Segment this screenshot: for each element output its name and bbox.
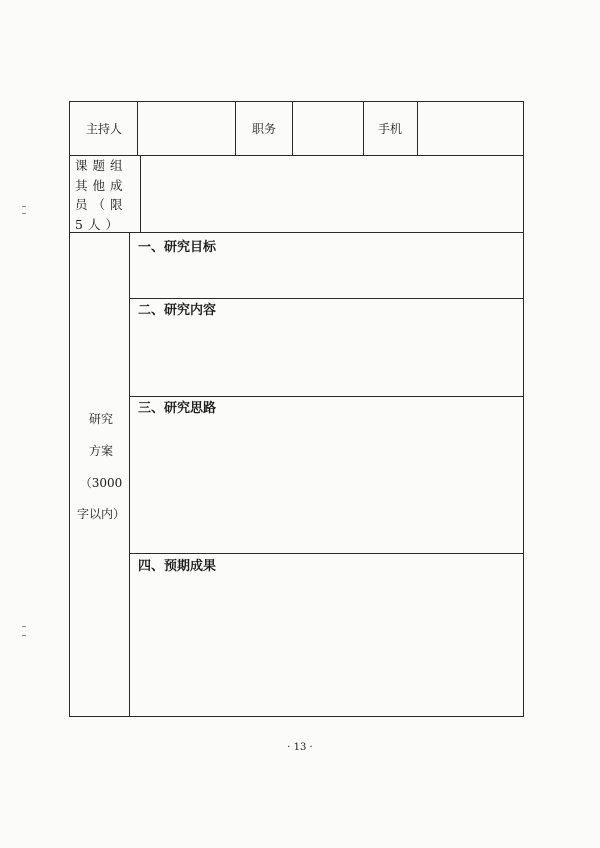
binding-mark (22, 206, 26, 207)
section-title-content: 二、研究内容 (138, 303, 217, 318)
section-body-content[interactable] (130, 318, 522, 395)
binding-mark (22, 213, 26, 214)
section-divider-3 (129, 553, 524, 554)
host-label: 主持人 (86, 122, 123, 136)
phone-value-cell[interactable] (418, 102, 522, 154)
position-value-cell[interactable] (293, 102, 362, 154)
row-divider-2 (69, 232, 524, 233)
host-value-cell[interactable] (138, 102, 234, 154)
page-number: · 13 · (287, 742, 313, 753)
table-right-border (523, 101, 524, 717)
section-title-outcomes: 四、预期成果 (138, 559, 217, 574)
section-title-approach: 三、研究思路 (138, 401, 217, 416)
col-divider-2 (235, 101, 236, 155)
col-divider-4 (363, 101, 364, 155)
position-label: 职务 (252, 122, 277, 136)
plan-label-line2: 方案 (88, 444, 113, 458)
binding-mark (22, 635, 26, 636)
phone-label: 手机 (378, 122, 403, 136)
plan-label-line1: 研究 (88, 412, 113, 426)
plan-label-line4: 字以内） (76, 507, 125, 521)
section-body-outcomes[interactable] (130, 574, 522, 715)
table-left-border (69, 101, 70, 717)
section-body-goals[interactable] (130, 256, 522, 297)
binding-mark (22, 626, 26, 627)
members-value-cell[interactable] (141, 156, 522, 231)
members-label: 课题组其他成员（限5人） (75, 158, 128, 232)
plan-label-line3: （3000 (79, 476, 123, 490)
table-bottom-border (69, 716, 524, 717)
section-title-goals: 一、研究目标 (138, 240, 217, 255)
section-body-approach[interactable] (130, 416, 522, 552)
